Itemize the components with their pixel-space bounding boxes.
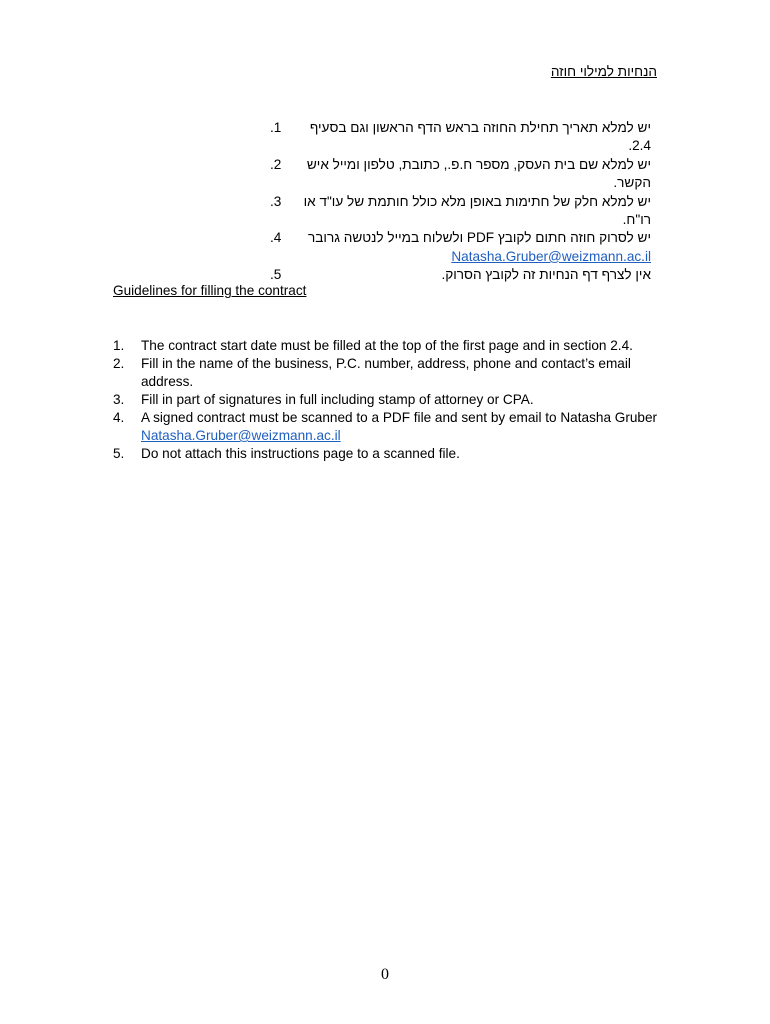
list-item [270,229,657,266]
english-item-text: The contract start date must be filled at the top of the first page and in section 2.4. [141,338,633,353]
email-link[interactable]: Natasha.Gruber@weizmann.ac.il [141,428,341,443]
hebrew-guidelines-list [270,119,657,285]
page-number: 0 [381,966,389,983]
email-link[interactable]: Natasha.Gruber@weizmann.ac.il [451,248,651,264]
english-item-text: Fill in the name of the business, P.C. number, address, phone and contact’s email address. [141,356,631,389]
english-item-4-text: A signed contract must be scanned to a PDF file and sent by email to Natasha Gruber [141,410,658,425]
hebrew-item-4-text: יש לסרוק חוזה חתום לקובץ PDF ולשלוח במייל לנטשה גרובר [308,230,651,246]
english-item-number: 4. [113,410,125,425]
list-item [270,119,657,156]
english-item-number: 2. [113,356,125,371]
list-item [113,337,658,355]
english-item-number: 1. [113,338,125,353]
hebrew-item-text: יש למלא שם בית העסק, מספר ח.פ., כתובת, טלפון ומייל איש הקשר. [306,156,651,191]
hebrew-item-number: .3 [270,193,282,209]
english-guidelines-list [113,337,658,463]
hebrew-item-text: יש למלא חלק של חתימות באופן מלא כולל חותמת של עו"ד או רו"ח. [303,193,651,228]
hebrew-item-number: .4 [270,230,282,246]
hebrew-item-text [288,229,657,266]
english-item-text [141,409,658,445]
list-item [270,156,657,193]
english-item-number: 3. [113,392,125,407]
hebrew-item-number: .5 [270,267,282,283]
hebrew-item-text: אין לצרף דף הנחיות זה לקובץ הסרוק. [441,267,651,283]
list-item [113,445,658,463]
list-item [113,355,658,391]
english-title: Guidelines for filling the contract [113,283,307,298]
english-item-text: Do not attach this instructions page to a scanned file. [141,446,460,461]
hebrew-item-text: יש למלא תאריך תחילת החוזה בראש הדף הראשון וגם בסעיף 2.4. [309,120,651,154]
list-item [270,266,657,284]
english-item-number: 5. [113,446,125,461]
list-item [270,193,657,230]
list-item [113,391,658,409]
hebrew-item-number: .1 [270,120,282,135]
list-item [113,409,658,445]
hebrew-item-number: .2 [270,156,282,172]
english-item-text: Fill in part of signatures in full including stamp of attorney or CPA. [141,392,534,407]
hebrew-title: הנחיות למילוי חוזה [550,64,657,79]
